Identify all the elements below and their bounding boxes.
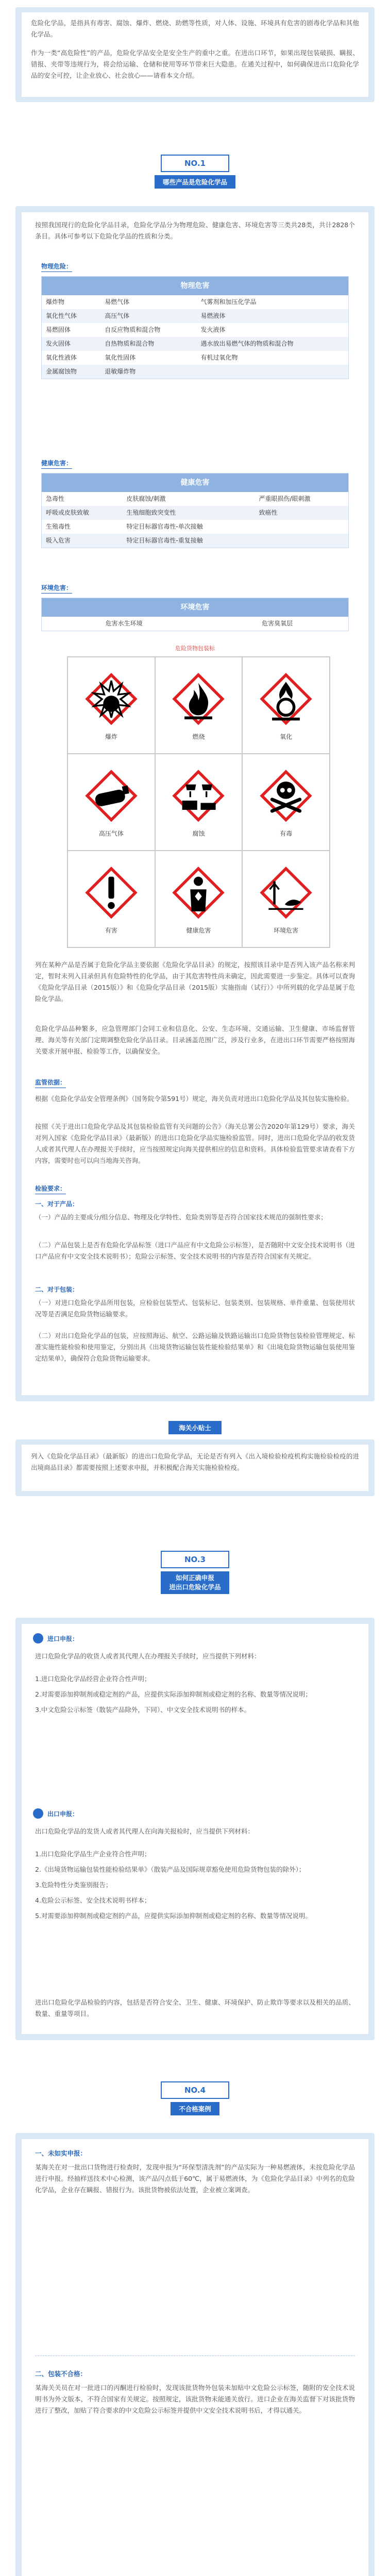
ghs-label: 健康危害: [186, 926, 211, 934]
physical-hazard-cell: 有机过氧化物: [200, 354, 238, 361]
ghs-label: 有害: [105, 926, 117, 934]
section-4-card: [22, 2139, 368, 2576]
physical-hazard-row: [42, 295, 348, 309]
physical-hazard-cell: [197, 365, 349, 379]
divider: [35, 2355, 355, 2356]
ghs-after-paragraph-2: 危险化学品品种繁多，应急管理部门会同工业和信息化、公安、生态环境、交通运输、卫生健康、市场监督管理、海关等有关部门定期调整危险化学品目录。目录涵盖范围广泛，涉及行业多，在进出口环节需要严格按照海关要求开展申报、检验等工作，以确保安全。: [35, 1025, 355, 1055]
intro-paragraph-2: 作为一类“高危险性”的产品，危险化学品安全是安全生产的重中之重。在进出口环节，如果出现包装破损、瞒报、错报、夹带等违规行为，将会给运输、仓储和使用等环节带来巨大隐患。在通关过程中，如何确保进出口危险化学品的安全可控，让企业放心、社会放心——请看本文介绍。: [31, 49, 359, 79]
ghs-label: 腐蚀: [192, 829, 205, 837]
physical-hazard-cell: 氧化性固体: [105, 354, 136, 361]
section-1-title: 哪些产品是危险化学品: [155, 175, 235, 189]
environmental-label: 环境危害：: [41, 583, 72, 594]
health-hazard-cell: 特定目标器官毒性-重复接触: [122, 534, 255, 548]
customs-tip-header: [0, 1421, 390, 1434]
physical-hazard-row: [42, 309, 348, 323]
section-3-number: NO.3: [161, 1551, 229, 1568]
health-hazard-cell: [255, 520, 348, 534]
section-3-title-line-2: 进出口危险化学品: [169, 1583, 221, 1591]
physical-hazard-cell: 金属腐蚀物: [42, 365, 100, 379]
section-4-title: 不合格案例: [171, 2102, 219, 2115]
health-label: 健康危害：: [41, 459, 72, 469]
physical-hazard-cell: 气雾剂和加压化学品: [200, 298, 257, 306]
ghs-cell: [155, 754, 243, 851]
health-hazard-cell: 吸入危害: [42, 534, 122, 548]
case-1-title: 一、未如实申报：: [35, 2149, 87, 2157]
health-hazard-cell: [255, 534, 348, 548]
physical-hazard-cell: 发火液体: [200, 326, 226, 333]
environmental-hazards-table: [41, 598, 349, 631]
import-bullet-icon: [33, 1633, 43, 1643]
list-item: 3.中文危险公示标签（散装产品除外，下同）、中文安全技术说明书的样本。: [35, 1706, 251, 1714]
health-hazard-icon: [169, 864, 227, 922]
supervision-paragraph: 根据《危险化学品安全管理条例》（国务院令第591号）规定，海关负责对进出口危险化学品及其包装实施检验。: [35, 1095, 353, 1103]
list-item: 1.进口危险化学品经营企业符合性声明；: [35, 1675, 151, 1683]
ghs-caption: 危险货物包装标: [175, 645, 215, 652]
section-3-title-line-1: 如何正确申报: [175, 1574, 214, 1582]
supervision-announcement-paragraph: 按照《关于进出口危险化学品及其包装检验监管有关问题的公告》（海关总署公告2020年第129号）要求，海关对列入国家《危险化学品目录》（最新版）的进出口危险化学品实施检验监管。同时，进出口危险化学品的收发货人或者其代理人在办理报关手续时，应当按照规定向海关提供相应的信息和资料。具体检验监管要求请查看下方内容，需要时也可以向当地海关咨询。: [35, 1123, 355, 1164]
physical-hazard-row: [42, 323, 348, 337]
physical-hazards-heading: 物理危害: [42, 277, 348, 295]
import-intro: 进口危险化学品的收货人或者其代理人在办理报关手续时，应当提供下列材料：: [35, 1652, 261, 1660]
export-declaration-heading: 出口申报：: [47, 1810, 79, 1818]
exploding-bomb-icon: [82, 670, 140, 728]
list-item: 3.危险特性分类鉴别报告；: [35, 1881, 112, 1889]
ghs-cell: [155, 657, 243, 754]
ghs-cell: [67, 851, 155, 947]
health-hazards-heading: 健康危害: [42, 473, 348, 492]
health-hazard-cell: 急毒性: [46, 495, 65, 502]
physical-hazard-cell: 易燃液体: [197, 309, 349, 323]
import-declaration-heading: 进口申报：: [47, 1635, 79, 1642]
physical-hazard-cell: 自热物质和混合物: [100, 337, 196, 351]
ghs-cell: [67, 754, 155, 851]
ghs-after-paragraph-1: 列在某种产品是否属于危险化学品主要依据《危险化学品目录》的规定，按照该目录中是否列入该产品名称来判定，暂时未列入目录但具有危险特性的化学品，由于其危害特性尚未确定，因此需要进一步鉴定。具体可以查询《危险化学品目录（2015版）》和《危险化学品目录（2015版）实施指南（试行）》中所列载的化学品是属于危险化学品。: [35, 961, 355, 1003]
section-4-frame: [15, 2133, 375, 2576]
customs-tip-text: 列入《危险化学品目录》（最新版）的进出口危险化学品，无论是否有列入《出入境检验检疫机构实施检验检疫的进出境商品目录》都需要按照上述要求申报，并积极配合海关实施检验检疫。: [31, 1452, 359, 1471]
physical-hazard-cell: 氧化性气体: [42, 309, 100, 323]
physical-hazard-row: [42, 351, 348, 365]
environment-icon: [257, 864, 315, 922]
physical-hazard-cell: 易燃固体: [46, 326, 71, 333]
export-intro: 出口危险化学品的发货人或者其代理人在向海关报检时，应当提供下列材料：: [35, 1827, 255, 1835]
ghs-label: 燃烧: [192, 733, 205, 740]
health-hazards-table: [41, 473, 349, 548]
customs-tip-title: 海关小贴士: [168, 1421, 222, 1434]
inspection-content-note: 进出口危险化学品检验的内容，包括是否符合安全、卫生、健康、环境保护、防止欺诈等要求以及相关的品质、数量、重量等项目。: [35, 1998, 355, 2018]
intro-paragraph-1: 危险化学品，是指具有毒害、腐蚀、爆炸、燃烧、助燃等性质，对人体、设施、环境具有危害的剧毒化学品和其他化学品。: [31, 19, 359, 38]
section-1-header: [0, 155, 390, 189]
export-bullet-icon: [33, 1808, 43, 1819]
ghs-label: 环境危害: [274, 926, 299, 934]
inspection-label: 检验要求：: [35, 1184, 66, 1194]
exclamation-mark-icon: [82, 864, 140, 922]
ghs-label: 高压气体: [98, 829, 124, 837]
ghs-cell: [67, 657, 155, 754]
gas-cylinder-icon: [82, 767, 140, 825]
case-2-text: 某海关关员在对一批进口的丙酮进行检验时，发现该批货物外包装未加贴中文危险公示标签，随附的安全技术说明书为外文版本，不符合国家有关规定。按照规定，该批货物未能通关放行。进口企业在海关监督下对该批货物进行了整改，加贴了符合要求的中文危险公示标签并提供中文安全技术说明书后，才得以通关。: [35, 2384, 355, 2414]
flame-icon: [169, 670, 227, 728]
health-hazard-cell: 特定目标器官毒性-单次接触: [126, 523, 203, 530]
physical-label: 物理危险：: [41, 262, 72, 272]
packaging-requirement-2: （二）对出口危险化学品的包装，应按照海运、航空、公路运输及铁路运输出口危险货物包装检验管理规定、标准实施性能检验和使用鉴定，分别出具《出境货物运输包装性能检验结果单》和《出境危险货物运输包装使用鉴定结果单》，确保符合危险货物运输要求。: [35, 1332, 355, 1362]
health-hazard-cell: 严重眼损伤/眼刺激: [259, 495, 311, 502]
physical-hazard-row: [42, 365, 348, 379]
health-hazard-cell: 生殖细胞致突变性: [122, 506, 255, 520]
health-hazard-cell: 呼吸或皮肤致敏: [42, 506, 122, 520]
environmental-hazard-row: [42, 617, 348, 631]
export-materials-list: [35, 1849, 355, 1926]
list-item: 5.对需要添加抑制剂或稳定剂的产品，应提供实际添加抑制剂或稳定剂的名称、数量等情况说明。: [35, 1912, 312, 1920]
environmental-hazard-cell: 危害臭氧层: [262, 620, 293, 627]
environmental-hazards-heading: 环境危害: [42, 598, 348, 617]
packaging-subheading: 二、对于包装：: [35, 1286, 79, 1293]
ghs-cell: [242, 851, 330, 947]
section-1-frame: [15, 206, 375, 1401]
health-hazard-row: [42, 520, 348, 534]
ghs-label: 有毒: [280, 829, 293, 837]
physical-hazard-cell: 易燃气体: [105, 298, 130, 306]
ghs-label: 氧化: [280, 733, 293, 740]
customs-tip-card: [22, 1445, 368, 1491]
section-1-number: NO.1: [161, 155, 229, 172]
section-3-title: [161, 1571, 229, 1594]
physical-hazard-row: [42, 337, 348, 351]
physical-hazard-cell: 发火固体: [42, 337, 100, 351]
health-hazard-cell: 致癌性: [255, 506, 348, 520]
health-hazard-cell: 生殖毒性: [46, 523, 71, 530]
section-4-header: [0, 2081, 390, 2115]
product-requirement-1: （一）产品的主要成分/组分信息、物理及化学特性、危险类别等是否符合国家技术规范的强制性要求；: [35, 1213, 327, 1221]
ghs-label: 爆炸: [105, 733, 117, 740]
section-1-intro: 按照我国现行的危险化学品目录，危险化学品分为物理危险、健康危害、环境危害等三类共28类，共计2828个条目。具体可参考以下危险化学品的性质和分类。: [35, 221, 355, 240]
ghs-cell: [242, 754, 330, 851]
customs-tip-frame: [15, 1439, 375, 1496]
list-item: 2.《出境货物运输包装性能检验结果单》（散装产品及国际规章豁免使用危险货物包装的除外）；: [35, 1866, 306, 1873]
skull-crossbones-icon: [257, 767, 315, 825]
case-1-text: 某海关在对一批出口货物进行检查时，发现申报为“环保型清洗剂”的产品实际为一种易燃液体，未按危险化学品进行申报。经抽样送技术中心检测，该产品闪点低于60℃，属于易燃液体，为《危险化学品目录》中列名的危险化学品，企业存在瞒报、错报行为。该批货物被依法处置，企业被立案调查。: [35, 2163, 355, 2194]
flame-over-circle-icon: [257, 670, 315, 728]
physical-hazards-table: [41, 276, 349, 379]
ghs-pictogram-grid: [67, 656, 330, 948]
health-hazard-row: [42, 506, 348, 520]
product-requirement-2: （二）产品包装上是否有危险化学品标签（进口产品应有中文危险公示标签），是否随附中文安全技术说明书（进口产品应有中文安全技术说明书）；危险公示标签、安全技术说明书的内容是否符合国家有关规定。: [35, 1241, 355, 1260]
intro-frame: [15, 7, 375, 102]
section-4-number: NO.4: [161, 2081, 229, 2099]
list-item: 2.对需要添加抑制剂或稳定剂的产品，应提供实际添加抑制剂或稳定剂的名称、数量等情况说明；: [35, 1690, 312, 1698]
list-item: 4.危险公示标签、安全技术说明书样本；: [35, 1896, 151, 1904]
product-subheading: 一、对于产品：: [35, 1200, 79, 1208]
environmental-hazard-cell: 危害水生环境: [105, 620, 143, 627]
import-materials-list: [35, 1673, 355, 1720]
packaging-requirement-1: （一）对进口危险化学品所用包装，应检验包装型式、包装标记、包装类别、包装规格、单件重量、包装使用状况等是否满足危险货物运输要求。: [35, 1299, 355, 1318]
physical-hazard-cell: 爆炸物: [46, 298, 65, 306]
intro-card: [22, 12, 368, 97]
health-hazard-row: [42, 492, 348, 506]
physical-hazard-cell: 遇水放出易燃气体的物质和混合物: [197, 337, 349, 351]
physical-hazard-cell: 自反应物质和混合物: [105, 326, 161, 333]
health-hazard-row: [42, 534, 348, 548]
health-hazard-cell: 皮肤腐蚀/刺激: [126, 495, 166, 502]
supervision-label: 监管依据：: [35, 1078, 66, 1088]
physical-hazard-cell: 氧化性液体: [46, 354, 77, 361]
ghs-cell: [155, 851, 243, 947]
ghs-cell: [242, 657, 330, 754]
corrosion-icon: [169, 767, 227, 825]
section-3-frame: [15, 1618, 375, 2040]
section-1-card: [22, 212, 368, 1395]
physical-hazard-cell: 高压气体: [100, 309, 196, 323]
section-3-header: [0, 1551, 390, 1594]
list-item: 1.出口危险化学品生产企业符合性声明；: [35, 1850, 151, 1858]
case-2-title: 二、包装不合格：: [35, 2370, 87, 2378]
section-3-card: [22, 1624, 368, 2034]
physical-hazard-cell: 退敏爆炸物: [100, 365, 196, 379]
